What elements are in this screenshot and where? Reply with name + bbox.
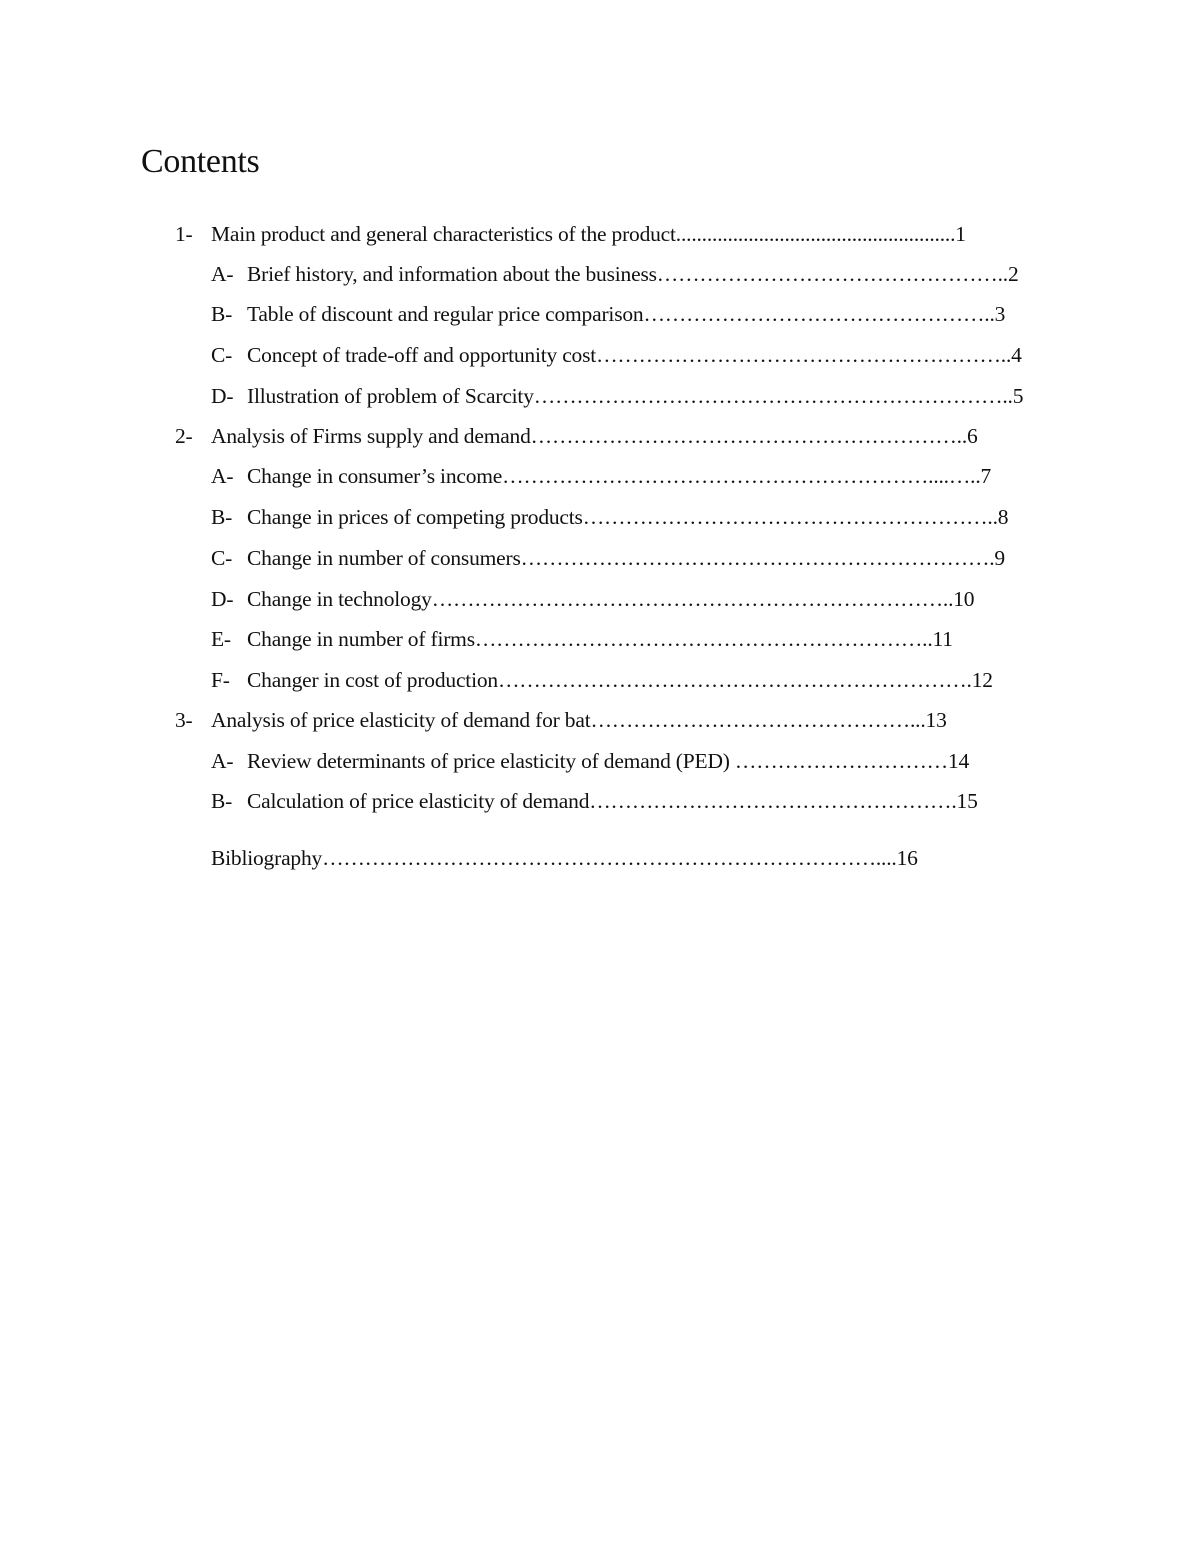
toc-entry-number: B- xyxy=(211,505,233,529)
toc-entry-number: A- xyxy=(211,464,234,488)
toc-entry-page: 12 xyxy=(971,668,993,692)
toc-entry-title: Concept of trade-off and opportunity cost xyxy=(247,343,597,367)
toc-entry-page: 4 xyxy=(1011,343,1022,367)
toc-entry-number: C- xyxy=(211,343,233,367)
toc-entry-text-line xyxy=(247,788,978,814)
toc-entry-page: 8 xyxy=(997,505,1009,529)
toc-entry-page: 5 xyxy=(1012,384,1024,408)
toc-entry-page: 11 xyxy=(932,627,953,651)
toc-entry-page: 13 xyxy=(925,708,947,732)
toc-entry-title: Main product and general characteristics of the product xyxy=(211,222,676,246)
toc-entry-leader: ………………………………………... xyxy=(590,708,926,732)
toc-entry-page: 14 xyxy=(947,749,970,773)
toc-entry-title: Review determinants of price elasticity of demand (PED) xyxy=(247,749,730,773)
toc-entry-title: Change in number of consumers xyxy=(247,546,521,570)
toc-entry-text-line xyxy=(247,504,1008,530)
toc-entry-page: 1 xyxy=(955,222,966,246)
toc-entry-text-line xyxy=(247,586,974,612)
toc-entry-text-line xyxy=(247,667,993,693)
toc-entry-page: 10 xyxy=(953,587,975,611)
toc-entry-title: Bibliography xyxy=(211,846,323,870)
toc-entry-text-line xyxy=(247,748,969,774)
toc-entry-text-line xyxy=(247,626,953,652)
toc-entry-number: 2- xyxy=(175,424,193,448)
toc-entry-leader: ………………………… xyxy=(729,749,948,773)
toc-entry-number: B- xyxy=(211,302,233,326)
toc-entry-page: 2 xyxy=(1007,262,1019,286)
toc-entry-page: 7 xyxy=(980,464,992,488)
toc-entry-leader: ………………………………………………….. xyxy=(596,343,1012,367)
toc-entry-leader: …………………………………………………………. xyxy=(520,546,995,570)
page-title: Contents xyxy=(141,143,260,180)
toc-entry-leader: …………………………………………………………. xyxy=(497,668,972,692)
toc-entry-title: Table of discount and regular price comparison xyxy=(247,302,644,326)
toc-entry-title: Change in number of firms xyxy=(247,627,475,651)
toc-entry-text-line xyxy=(247,261,1019,287)
toc-entry-text-line xyxy=(247,383,1023,409)
toc-entry-number: 3- xyxy=(175,708,193,732)
toc-entry-title: Illustration of problem of Scarcity xyxy=(247,384,534,408)
toc-entry-page: 16 xyxy=(896,846,918,870)
toc-entry-title: Analysis of price elasticity of demand for bat xyxy=(211,708,591,732)
toc-entry-title: Change in prices of competing products xyxy=(247,505,583,529)
toc-entry-number: A- xyxy=(211,749,234,773)
toc-entry-number: C- xyxy=(211,546,233,570)
toc-entry-title: Changer in cost of production xyxy=(247,668,498,692)
toc-entry-title: Calculation of price elasticity of demand xyxy=(247,789,590,813)
toc-entry-text-line xyxy=(247,545,1005,571)
toc-entry-leader: ……………………………………………………....….. xyxy=(502,464,981,488)
toc-entry-leader: ………………………………………….. xyxy=(643,302,995,326)
toc-entry-number: A- xyxy=(211,262,234,286)
toc-entry-number: B- xyxy=(211,789,233,813)
toc-entry-page: 6 xyxy=(967,424,978,448)
toc-entry-title: Analysis of Firms supply and demand xyxy=(211,424,531,448)
toc-entry-leader: …………………………………………………………………….... xyxy=(322,846,897,870)
toc-entry-leader: ………………………………………………………….. xyxy=(533,384,1013,408)
toc-entry-text-line xyxy=(211,221,966,247)
toc-entry-text-line xyxy=(211,423,978,449)
toc-entry-text-line xyxy=(247,342,1022,368)
toc-entry-page: 9 xyxy=(994,546,1005,570)
toc-entry-text-line xyxy=(211,707,947,733)
toc-entry-number: D- xyxy=(211,384,234,408)
toc-entry-text-line xyxy=(247,463,991,489)
toc-entry-title: Change in technology xyxy=(247,587,432,611)
toc-entry-leader: ……………………………………………………………….. xyxy=(431,587,954,611)
toc-entry-title: Brief history, and information about the business xyxy=(247,262,657,286)
toc-entry-page: 15 xyxy=(956,789,978,813)
toc-entry-number: D- xyxy=(211,587,234,611)
toc-entry-text-line xyxy=(247,301,1005,327)
toc-entry-leader: …………………………………………………….. xyxy=(530,424,968,448)
toc-entry-number: F- xyxy=(211,668,230,692)
toc-entry-leader: ………………………………………………….. xyxy=(582,505,998,529)
toc-entry-leader: ...................................................... xyxy=(675,222,956,246)
toc-entry-leader: ……………………………………………………….. xyxy=(474,627,933,651)
toc-entry-leader: ………………………………………….. xyxy=(656,262,1008,286)
toc-entry-number: 1- xyxy=(175,222,193,246)
toc-entry-leader: ……………………………………………. xyxy=(589,789,957,813)
toc-entry-text-line xyxy=(211,845,918,871)
toc-entry-page: 3 xyxy=(994,302,1006,326)
toc-entry-title: Change in consumer’s income xyxy=(247,464,503,488)
toc-entry-number: E- xyxy=(211,627,231,651)
